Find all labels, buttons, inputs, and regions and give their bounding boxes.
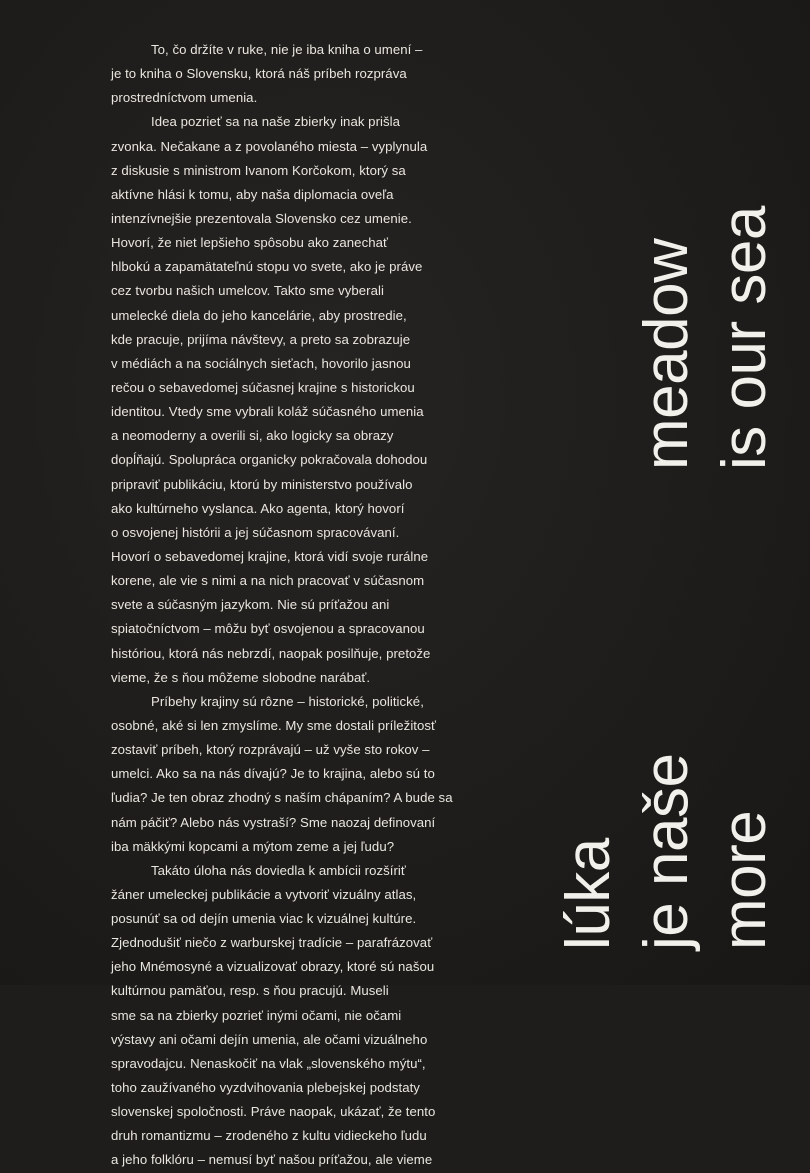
body-text-line: svete a súčasným jazykom. Nie sú príťažou ani <box>111 597 390 613</box>
body-text <box>111 38 453 1173</box>
body-text-line: prostredníctvom umenia. <box>111 90 258 106</box>
title-english-line-1: meadow <box>632 238 701 470</box>
body-text-line: To, čo držíte v ruke, nie je iba kniha o umení – <box>151 42 423 57</box>
body-text-line: a neomoderny a overili si, ako logicky sa obrazy <box>111 428 394 444</box>
body-text-line: Hovorí, že niet lepšieho spôsobu ako zanechať <box>111 235 388 251</box>
title-slovak-line-2: je naše <box>632 753 701 950</box>
body-text-line: zvonka. Nečakane a z povolaného miesta – vyplynula <box>111 138 428 154</box>
body-text-line: ľudia? Je ten obraz zhodný s naším chápaním? A bude sa <box>111 790 453 806</box>
body-text-line: kde pracuje, prijíma návštevy, a preto sa zobrazuje <box>111 331 411 347</box>
body-text-line: nám páčiť? Alebo nás vystraší? Sme naozaj definovaní <box>111 814 436 830</box>
body-text-line: rečou o sebavedomej súčasnej krajine s historickou <box>111 379 415 395</box>
body-text-line: umelecké diela do jeho kancelárie, aby prostredie, <box>111 307 407 323</box>
title-english <box>628 206 784 470</box>
body-text-line: jeho Mnémosyné a vizualizovať obrazy, ktoré sú našou <box>111 959 435 975</box>
body-text-line: kultúrnou pamäťou, resp. s ňou pracujú. Museli <box>111 983 389 999</box>
body-text-line: históriou, ktorá nás nebrzdí, naopak posilňuje, pretože <box>111 645 431 661</box>
body-text-line: spiatočníctvom – môžu byť osvojenou a spracovanou <box>111 621 425 637</box>
body-text-line: spravodajcu. Nenaskočiť na vlak „slovenského mýtu“, <box>111 1055 426 1071</box>
body-text-line: je to kniha o Slovensku, ktorá náš príbeh rozpráva <box>111 66 407 82</box>
body-text-line: osobné, aké si len zmyslíme. My sme dostali príležitosť <box>111 717 437 733</box>
body-text-line: Príbehy krajiny sú rôzne – historické, politické, <box>151 693 424 709</box>
body-text-line: posunúť sa od dejín umenia viac k vizuálnej kultúre. <box>111 911 417 927</box>
body-text-line: z diskusie s ministrom Ivanom Korčokom, ktorý sa <box>111 162 406 178</box>
body-text-line: žáner umeleckej publikácie a vytvoriť vizuálny atlas, <box>111 886 417 902</box>
body-text-line: ako kultúrneho vyslanca. Ako agenta, ktorý hovorí <box>111 500 405 516</box>
title-slovak <box>550 754 784 950</box>
body-text-line: iba mäkkými kopcami a mýtom zeme a jej ľudu? <box>111 838 395 854</box>
body-text-line: v médiách a na sociálnych sieťach, hovorilo jasnou <box>111 355 411 371</box>
title-slovak-line-3: more <box>710 810 779 950</box>
body-text-line: aktívne hlási k tomu, aby naša diplomacia oveľa <box>111 186 394 202</box>
body-text-line: identitou. Vtedy sme vybrali koláž súčasného umenia <box>111 404 424 420</box>
body-text-line: o osvojenej histórii a jej súčasnom spracovávaní. <box>111 524 400 540</box>
body-text-line: pripraviť publikáciu, ktorú by ministerstvo používalo <box>111 476 413 492</box>
body-text-line: hlbokú a zapamätateľnú stopu vo svete, ako je práve <box>111 259 423 275</box>
body-text-line: umelci. Ako sa na nás dívajú? Je to krajina, alebo sú to <box>111 766 435 782</box>
body-text-line: Takáto úloha nás doviedla k ambícii rozšíriť <box>151 862 406 878</box>
body-text-line: výstavy ani očami dejín umenia, ale očami vizuálneho <box>111 1031 428 1047</box>
body-text-line: druh romantizmu – zrodeného z kultu vidieckeho ľudu <box>111 1128 427 1144</box>
body-text-line: dopĺňajú. Spolupráca organicky pokračovala dohodou <box>111 452 428 468</box>
body-text-line: Hovorí o sebavedomej krajine, ktorá vidí svoje rurálne <box>111 548 429 564</box>
body-text-line: toho zaužívaného vyzdvihovania plebejskej podstaty <box>111 1080 420 1096</box>
body-text-line: sme sa na zbierky pozrieť inými očami, nie očami <box>111 1007 402 1023</box>
body-text-line: zostaviť príbeh, ktorý rozprávajú – už vyše sto rokov – <box>111 742 430 758</box>
body-text-line: Zjednodušiť niečo z warburskej tradície – parafrázovať <box>111 935 433 951</box>
body-text-line: Idea pozrieť sa na naše zbierky inak prišla <box>151 114 400 130</box>
title-slovak-line-1: lúka <box>554 838 623 950</box>
body-text-line: korene, ale vie s nimi a na nich pracovať v súčasnom <box>111 573 425 589</box>
body-text-line: vieme, že s ňou môžeme slobodne narábať. <box>111 669 371 685</box>
title-english-line-2: is our sea <box>710 206 779 470</box>
body-text-line: slovenskej spoločnosti. Práve naopak, ukázať, že tento <box>111 1104 436 1120</box>
body-text-line: cez tvorbu našich umelcov. Takto sme vyberali <box>111 283 384 299</box>
body-text-line: a jeho folklóru – nemusí byť našou príťažou, ale vieme <box>111 1152 433 1168</box>
body-text-line: intenzívnejšie prezentovala Slovensko cez umenie. <box>111 210 412 226</box>
